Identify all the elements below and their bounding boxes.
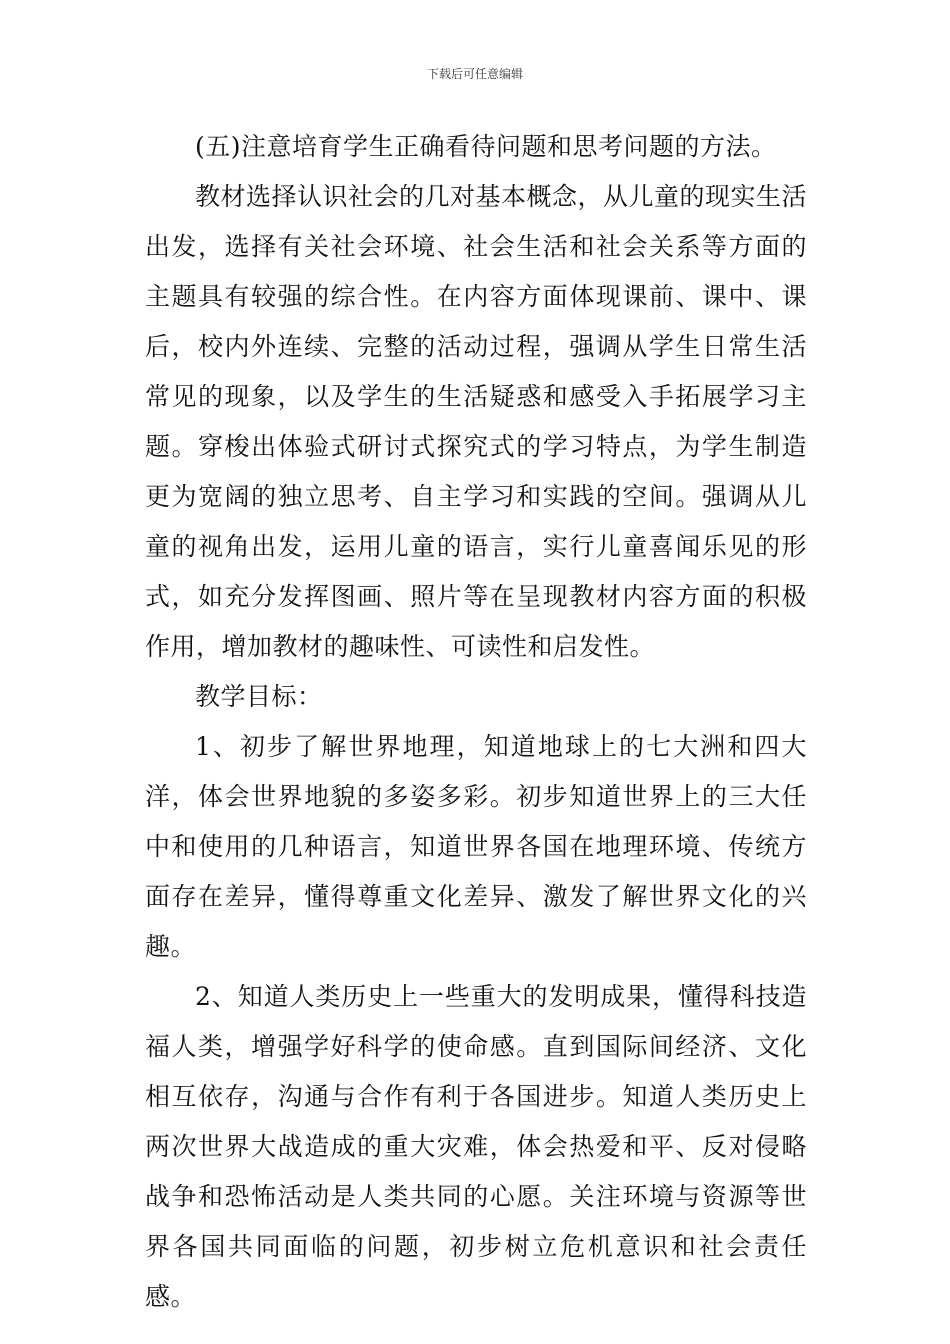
- paragraph-goal-2: 2、知道人类历史上一些重大的发明成果，懂得科技造福人类，增强学好科学的使命感。直到国际间经济、文化相互依存，沟通与合作有利于各国进步。知道人类历史上两次世界大战造成的重大灾难，体会热爱和平、反对侵略战争和恐怖活动是人类共同的心愿。关注环境与资源等世界各国共同面临的问题，初步树立危机意识和社会责任感。: [145, 982, 807, 1311]
- paragraph-section-five: (五)注意培育学生正确看待问题和思考问题的方法。: [195, 132, 777, 161]
- heading-teaching-goals: 教学目标：: [195, 682, 323, 711]
- page-header-note: 下载后可任意编辑: [426, 67, 523, 81]
- document-body: [145, 122, 807, 1322]
- paragraph-goal-1: 1、初步了解世界地理，知道地球上的七大洲和四大洋，体会世界地貌的多姿多彩。初步知道世界上的三大任中和使用的几种语言，知道世界各国在地理环境、传统方面存在差异，懂得尊重文化差异、激发了解世界文化的兴趣。: [145, 732, 807, 961]
- paragraph-textbook-description: 教材选择认识社会的几对基本概念，从儿童的现实生活出发，选择有关社会环境、社会生活和社会关系等方面的主题具有较强的综合性。在内容方面体现课前、课中、课后，校内外连续、完整的活动过程，强调从学生日常生活常见的现象，以及学生的生活疑惑和感受入手拓展学习主题。穿梭出体验式研讨式探究式的学习特点，为学生制造更为宽阔的独立思考、自主学习和实践的空间。强调从儿童的视角出发，运用儿童的语言，实行儿童喜闻乐见的形式，如充分发挥图画、照片等在呈现教材内容方面的积极作用，增加教材的趣味性、可读性和启发性。: [145, 182, 808, 661]
